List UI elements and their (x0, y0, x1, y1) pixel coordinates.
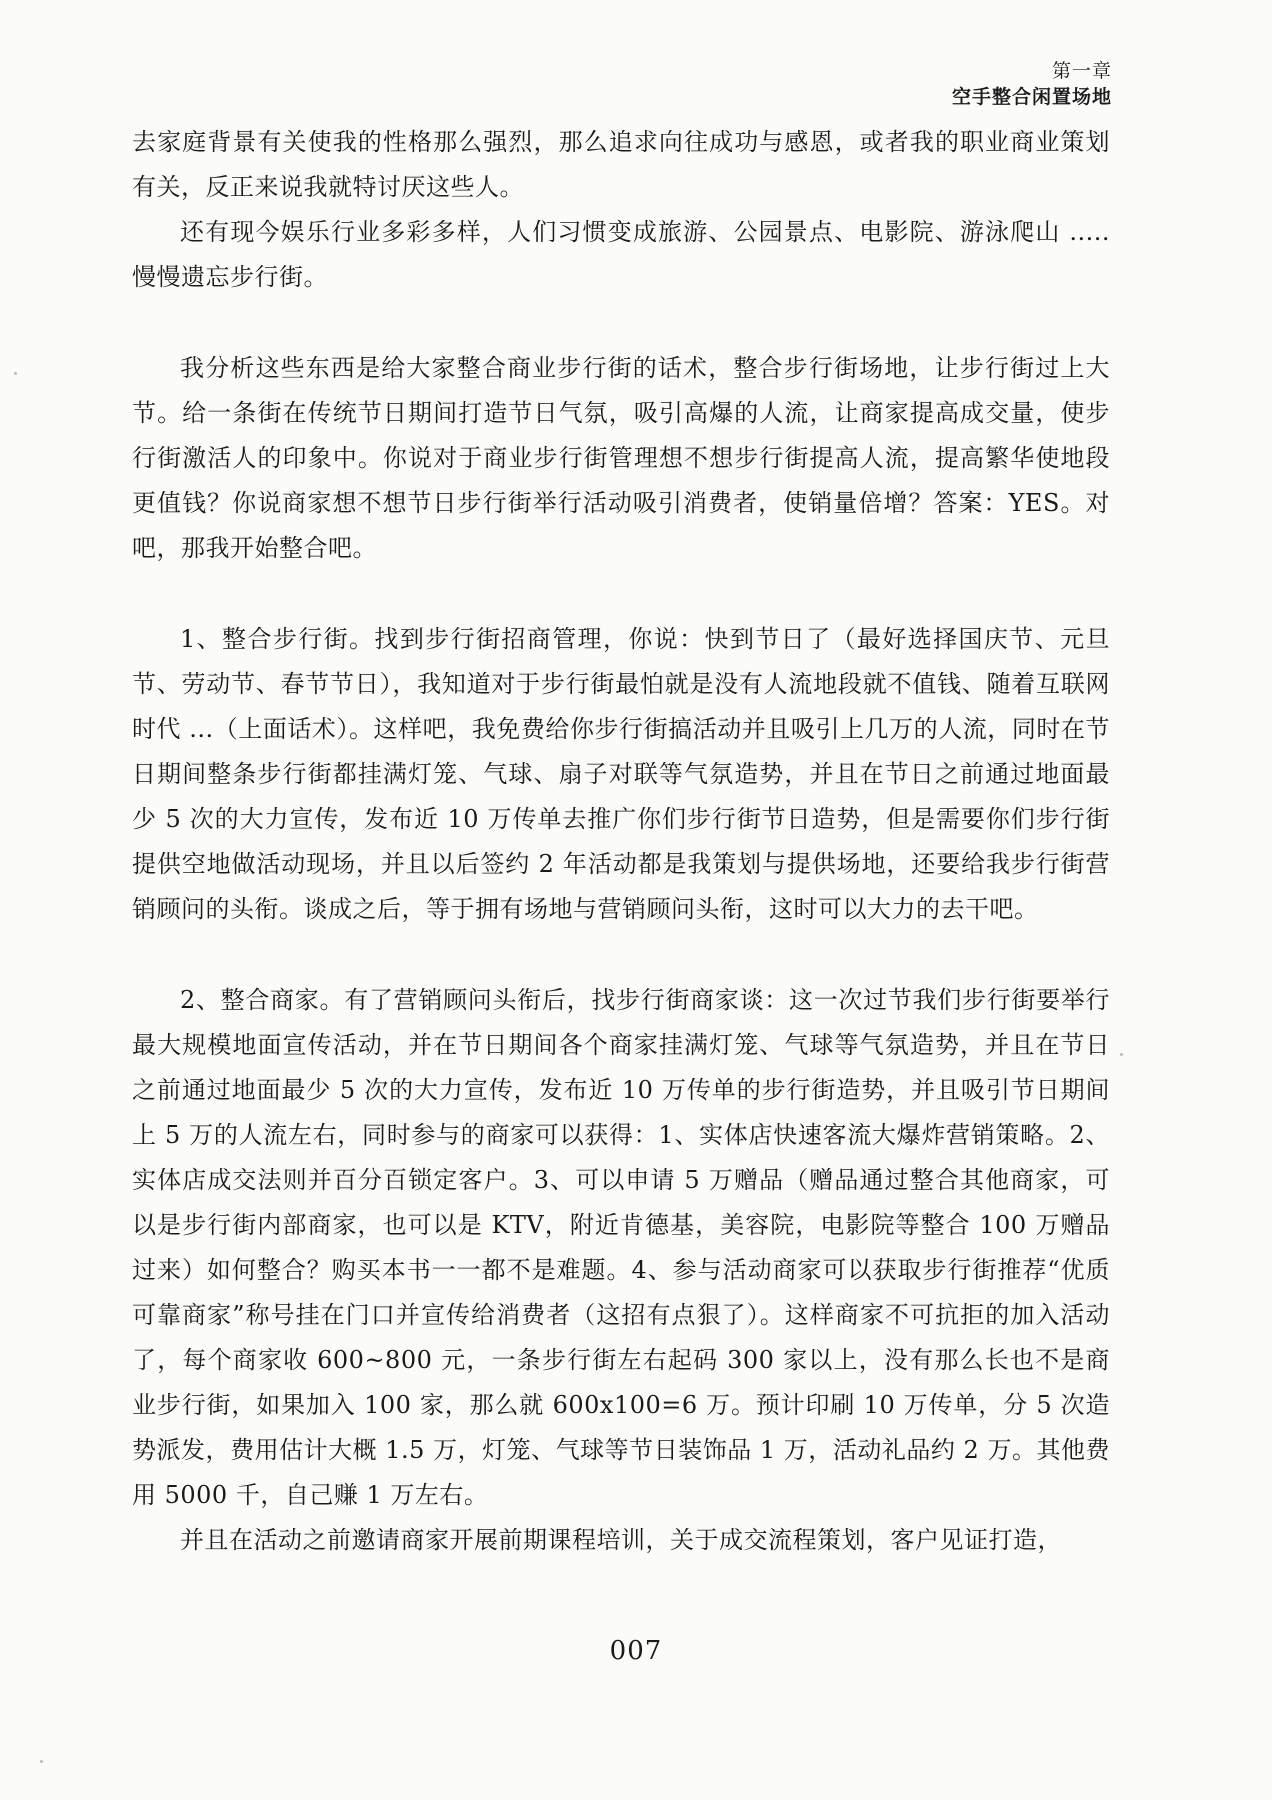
paragraph-step-1: 1、整合步行街。找到步行街招商管理，你说：快到节日了（最好选择国庆节、元旦节、劳动节、春节节日），我知道对于步行街最怕就是没有人流地段就不值钱、随着互联网时代 ...（上面话术）。这样吧，我免费给你步行街搞活动并且吸引上几万的人流，同时在节日期间整条步行街都挂满灯笼、气球、扇子对联等气氛造势，并且在节日之前通过地面最少 5 次的大力宣传，发布近 10 万传单去推广你们步行街节日造势，但是需要你们步行街提供空地做活动现场，并且以后签约 2 年活动都是我策划与提供场地，还要给我步行街营销顾问的头衔。谈成之后，等于拥有场地与营销顾问头衔，这时可以大力的去干吧。 (132, 625, 1110, 923)
scan-speck (40, 1760, 43, 1763)
paragraph-continuation: 去家庭背景有关使我的性格那么强烈，那么追求向往成功与感恩，或者我的职业商业策划有关，反正来说我就特讨厌这些人。 (132, 128, 1110, 201)
scan-speck (1120, 1053, 1123, 1056)
paragraph-training: 并且在活动之前邀请商家开展前期课程培训，关于成交流程策划，客户见证打造， (180, 1526, 1062, 1554)
body-text (132, 120, 1110, 1563)
chapter-label: 第一章 (1051, 60, 1112, 82)
paragraph-step-2: 2、整合商家。有了营销顾问头衔后，找步行街商家谈：这一次过节我们步行街要举行最大规模地面宣传活动，并在节日期间各个商家挂满灯笼、气球等气氛造势，并且在节日之前通过地面最少 5 次的大力宣传，发布近 10 万传单的步行街造势，并且吸引节日期间上 5 万的人流左右，同时参与的商家可以获得：1、实体店快速客流大爆炸营销策略。2、实体店成交法则并百分百锁定客户。3、可以申请 5 万赠品（赠品通过整合其他商家，可以是步行街内部商家，也可以是 KTV，附近肯德基，美容院，电影院等整合 100 万赠品过来）如何整合？购买本书一一都不是难题。4、参与活动商家可以获取步行街推荐“优质可靠商家”称号挂在门口并宣传给消费者（这招有点狠了）。这样商家不可抗拒的加入活动了，每个商家收 600~800 元，一条步行街左右起码 300 家以上，没有那么长也不是商业步行街，如果加入 100 家，那么就 600x100=6 万。预计印刷 10 万传单，分 5 次造势派发，费用估计大概 1.5 万，灯笼、气球等节日装饰品 1 万，活动礼品约 2 万。其他费用 5000 千，自己赚 1 万左右。 (132, 986, 1110, 1509)
scan-speck (14, 372, 17, 375)
chapter-title: 空手整合闲置场地 (951, 86, 1112, 108)
paragraph-analysis: 我分析这些东西是给大家整合商业步行街的话术，整合步行街场地，让步行街过上大节。给一条街在传统节日期间打造节日气氛，吸引高爆的人流，让商家提高成交量，使步行街激活人的印象中。你说对于商业步行街管理想不想步行街提高人流，提高繁华使地段更值钱？你说商家想不想节日步行街举行活动吸引消费者，使销量倍增？答案：YES。对吧，那我开始整合吧。 (132, 354, 1110, 562)
page-number: 007 (609, 1636, 663, 1666)
running-header (952, 58, 1112, 110)
paragraph-entertainment: 还有现今娱乐行业多彩多样，人们习惯变成旅游、公园景点、电影院、游泳爬山 ..... 慢慢遗忘步行街。 (132, 218, 1110, 291)
